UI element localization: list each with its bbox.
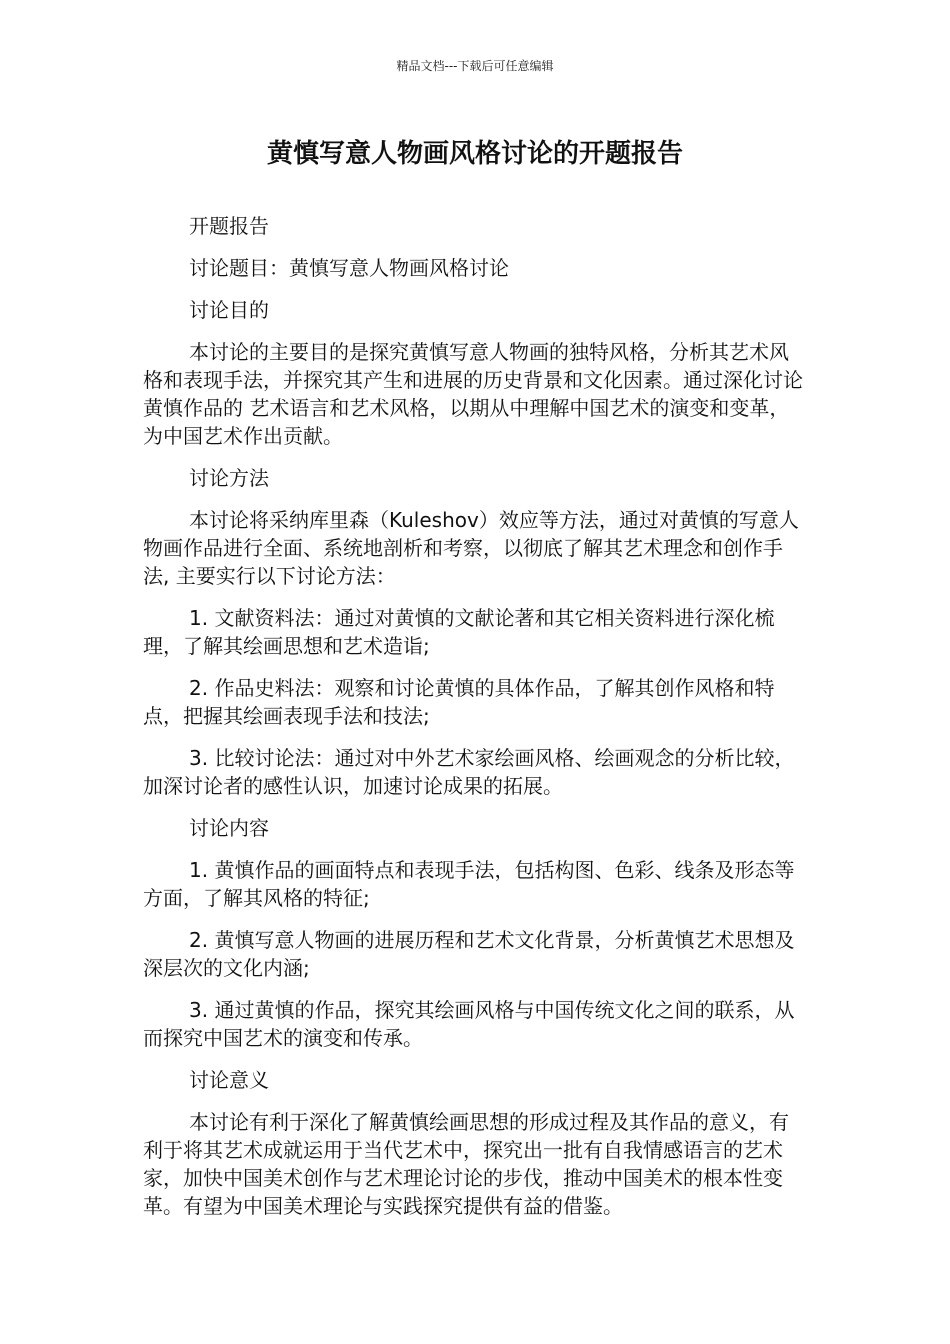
method-item-1: 1. 文献资料法：通过对黄慎的文献论著和其它相关资料进行深化梳理，了解其绘画思想和艺术造诣;	[143, 606, 775, 658]
section-heading-purpose: 讨论目的	[189, 298, 269, 322]
research-topic: 讨论题目：黄慎写意人物画风格讨论	[189, 256, 509, 280]
significance-paragraph: 本讨论有利于深化了解黄慎绘画思想的形成过程及其作品的意义，有利于将其艺术成就运用于当代艺术中，探究出一批有自我情感语言的艺术家，加快中国美术创作与艺术理论讨论的步伐，推动中国美术的根本性变革。有望为中国美术理论与实践探究提供有益的借鉴。	[143, 1110, 789, 1218]
document-body	[143, 212, 807, 1234]
purpose-paragraph: 本讨论的主要目的是探究黄慎写意人物画的独特风格，分析其艺术风格和表现手法，并探究其产生和进展的历史背景和文化因素。通过深化讨论黄慎作品的 艺术语言和艺术风格，以期从中理解中国艺术的演变和变革，为中国艺术作出贡献。	[143, 340, 803, 448]
section-heading-method: 讨论方法	[189, 466, 269, 490]
method-item-3: 3. 比较讨论法：通过对中外艺术家绘画风格、绘画观念的分析比较，加深讨论者的感性认识，加速讨论成果的拓展。	[143, 746, 795, 798]
method-paragraph: 本讨论将采纳库里森（Kuleshov）效应等方法，通过对黄慎的写意人物画作品进行全面、系统地剖析和考察，以彻底了解其艺术理念和创作手法, 主要实行以下讨论方法：	[143, 508, 799, 588]
section-heading-content: 讨论内容	[189, 816, 269, 840]
content-item-2: 2. 黄慎写意人物画的进展历程和艺术文化背景，分析黄慎艺术思想及深层次的文化内涵;	[143, 928, 795, 980]
content-item-1: 1. 黄慎作品的画面特点和表现手法，包括构图、色彩、线条及形态等方面，了解其风格的特征;	[143, 858, 795, 910]
section-heading-report: 开题报告	[189, 214, 269, 238]
method-item-2: 2. 作品史料法：观察和讨论黄慎的具体作品，了解其创作风格和特点，把握其绘画表现手法和技法;	[143, 676, 775, 728]
header-note: 精品文档---下载后可任意编辑	[396, 59, 554, 73]
section-heading-significance: 讨论意义	[189, 1068, 269, 1092]
content-item-3: 3. 通过黄慎的作品，探究其绘画风格与中国传统文化之间的联系，从而探究中国艺术的演变和传承。	[143, 998, 795, 1050]
document-title: 黄慎写意人物画风格讨论的开题报告	[266, 139, 683, 169]
